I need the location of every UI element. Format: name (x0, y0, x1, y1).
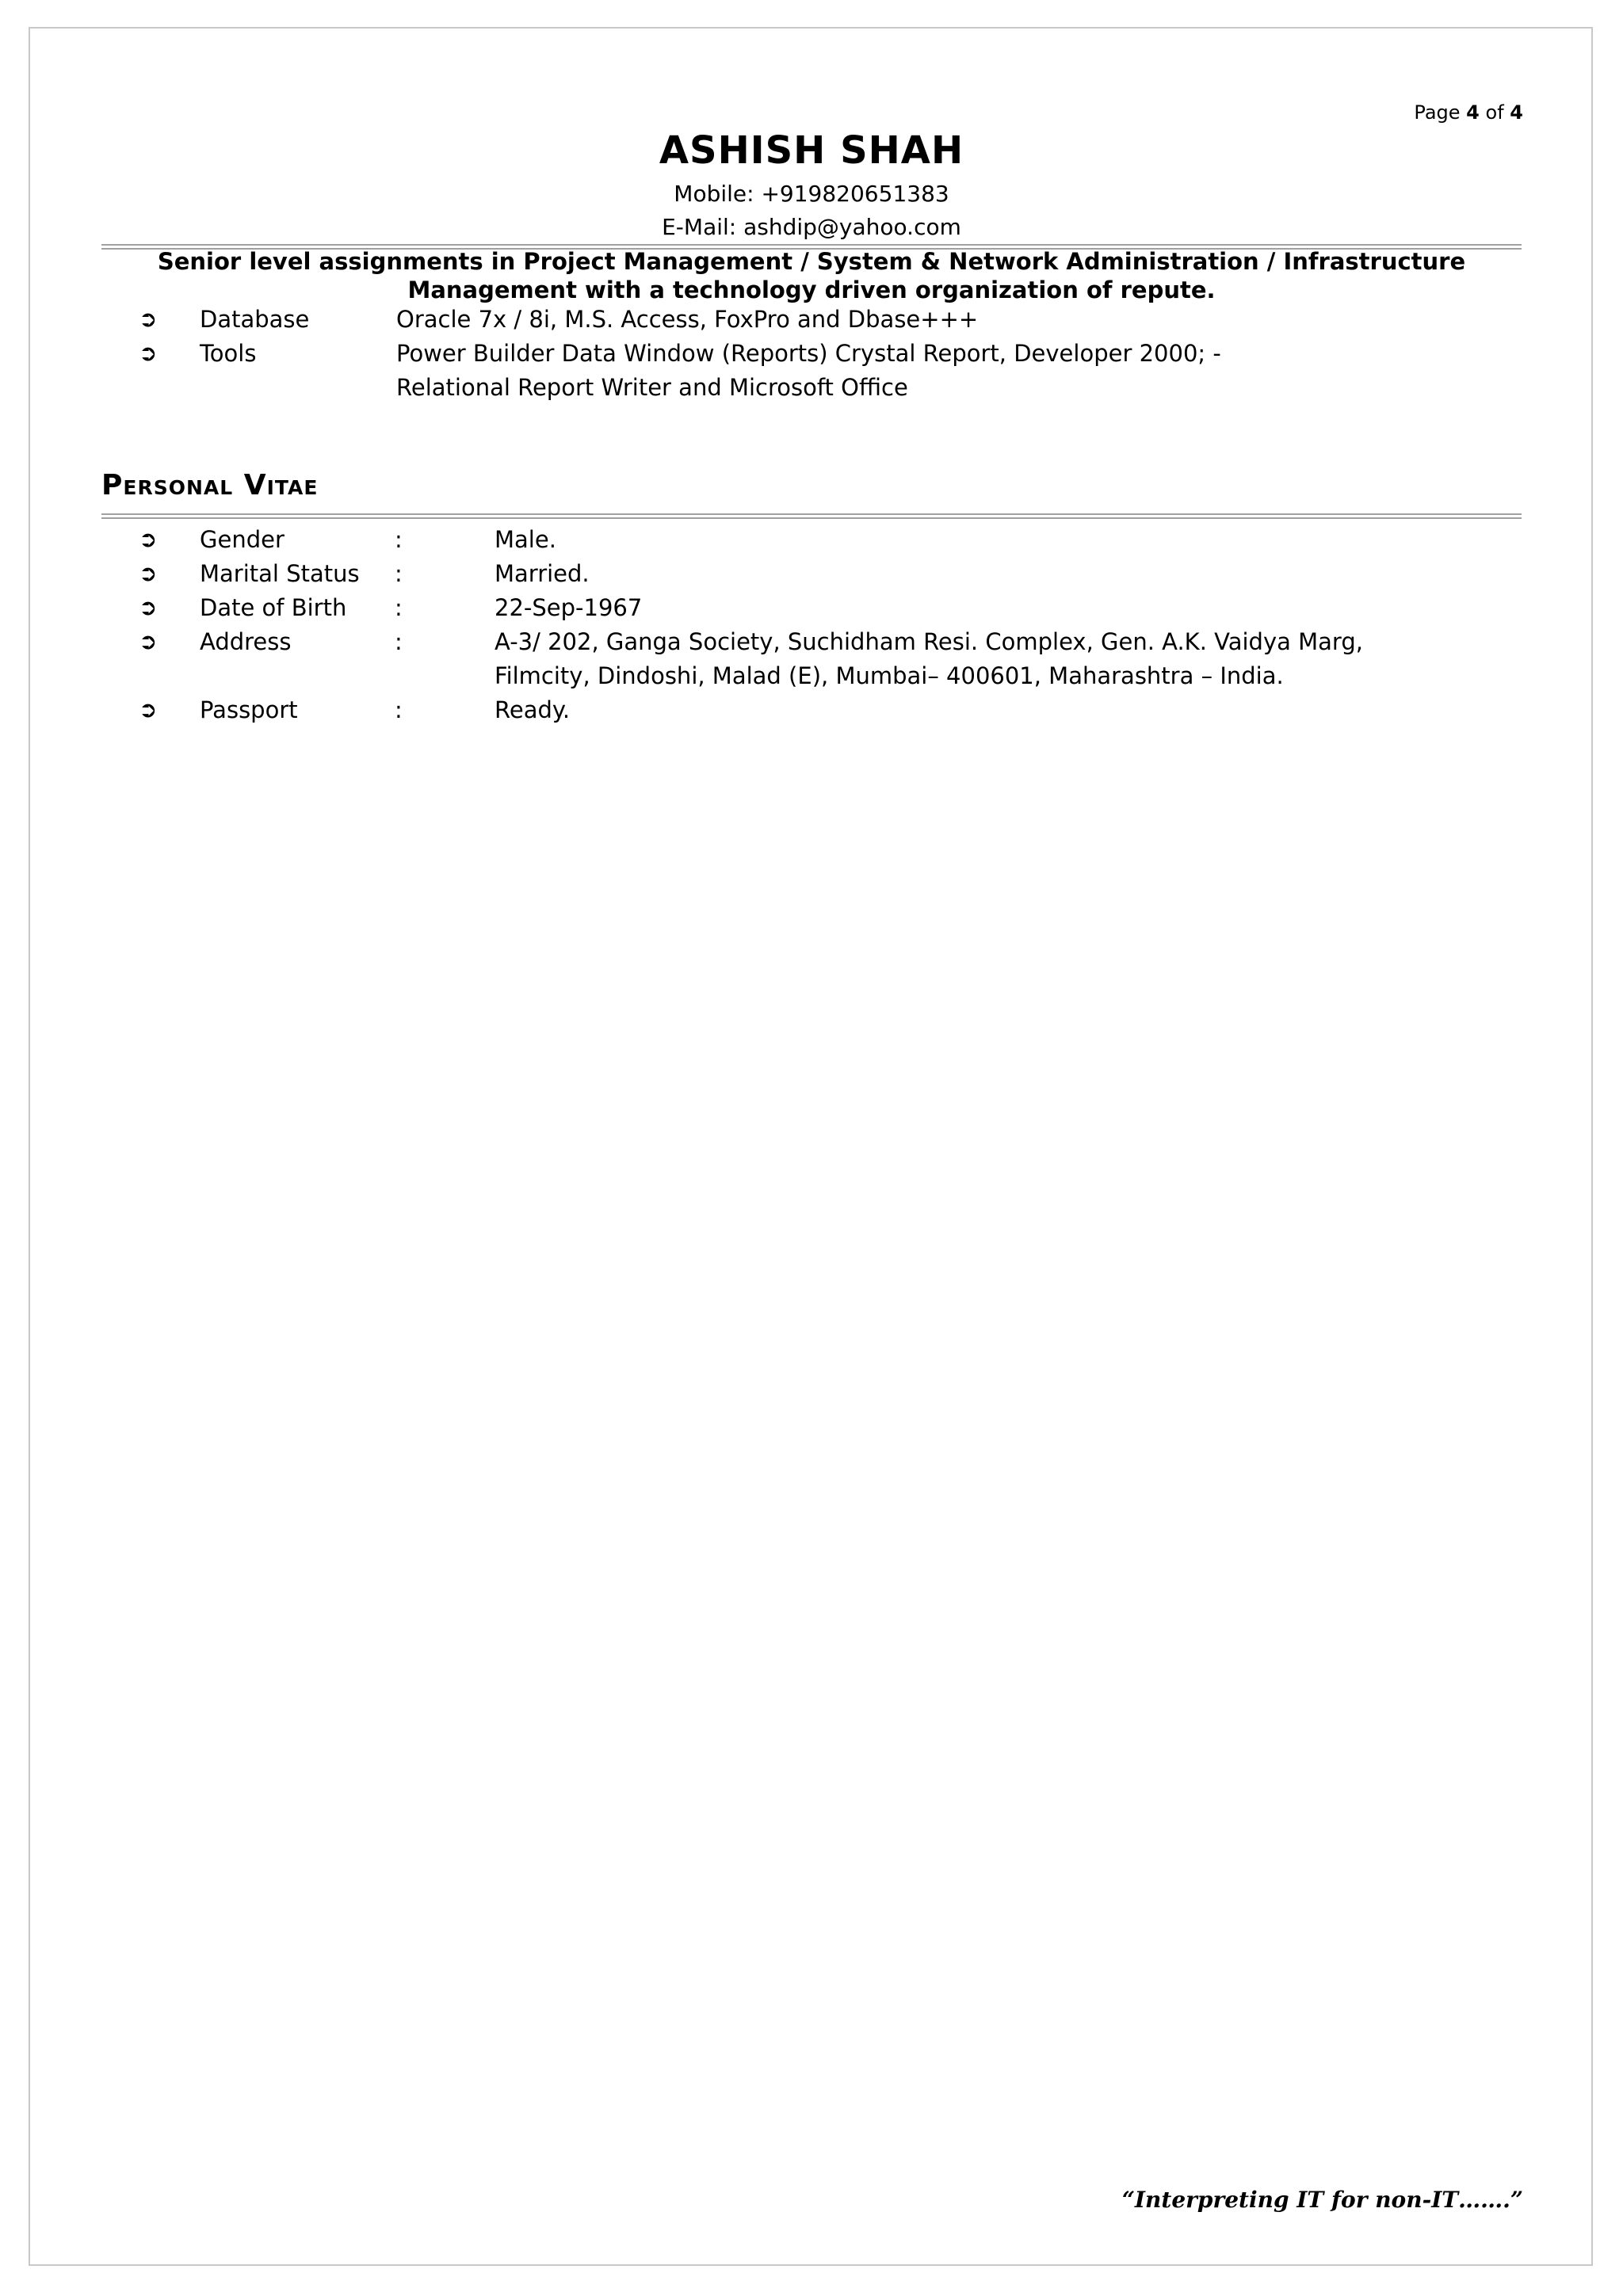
page-label: Page (1414, 101, 1461, 124)
field-label: Date of Birth (200, 594, 347, 621)
page-total: 4 (1510, 101, 1523, 124)
field-value: Male. (495, 526, 556, 553)
page-current: 4 (1466, 101, 1480, 124)
field-label: Passport (200, 696, 298, 723)
skill-value-line-2: Relational Report Writer and Microsoft Office (396, 374, 908, 401)
field-value-line-2: Filmcity, Dindoshi, Malad (E), Mumbai– 400601, Maharashtra – India. (495, 662, 1284, 689)
field-colon: : (395, 696, 403, 723)
field-label: Gender (200, 526, 285, 553)
arrow-bullet-icon: ➲ (139, 526, 158, 552)
email-address: E-Mail: ashdip@yahoo.com (662, 214, 961, 240)
page-of: of (1485, 101, 1504, 124)
arrow-bullet-icon: ➲ (139, 696, 158, 723)
field-colon: : (395, 594, 403, 621)
arrow-bullet-icon: ➲ (139, 340, 158, 366)
arrow-bullet-icon: ➲ (139, 306, 158, 332)
field-colon: : (395, 526, 403, 553)
skill-value: Power Builder Data Window (Reports) Crystal Report, Developer 2000; - (396, 340, 1221, 367)
candidate-name: ASHISH SHAH (659, 128, 964, 173)
field-colon: : (395, 560, 403, 587)
field-value: A-3/ 202, Ganga Society, Suchidham Resi. Complex, Gen. A.K. Vaidya Marg, (495, 628, 1363, 655)
section-title-personal-vitae: Personal Vitae (101, 469, 319, 502)
arrow-bullet-icon: ➲ (139, 628, 158, 654)
arrow-bullet-icon: ➲ (139, 594, 158, 620)
arrow-bullet-icon: ➲ (139, 560, 158, 586)
field-label: Address (200, 628, 292, 655)
footer-tagline: “Interpreting IT for non-IT…….” (1121, 2187, 1523, 2213)
field-value: 22-Sep-1967 (495, 594, 643, 621)
field-label: Marital Status (200, 560, 360, 587)
summary-line-1: Senior level assignments in Project Management / System & Network Administration / Infrastructure (157, 248, 1466, 275)
career-summary (127, 247, 1496, 304)
section-divider (101, 513, 1522, 519)
page-indicator (1414, 101, 1523, 124)
mobile-number: Mobile: +919820651383 (674, 181, 949, 207)
summary-line-2: Management with a technology driven organization of repute. (407, 277, 1216, 303)
field-value: Married. (495, 560, 590, 587)
skill-label: Tools (200, 340, 257, 367)
field-colon: : (395, 628, 403, 655)
skill-label: Database (200, 306, 310, 333)
skill-value: Oracle 7x / 8i, M.S. Access, FoxPro and Dbase+++ (396, 306, 979, 333)
field-value: Ready. (495, 696, 571, 723)
